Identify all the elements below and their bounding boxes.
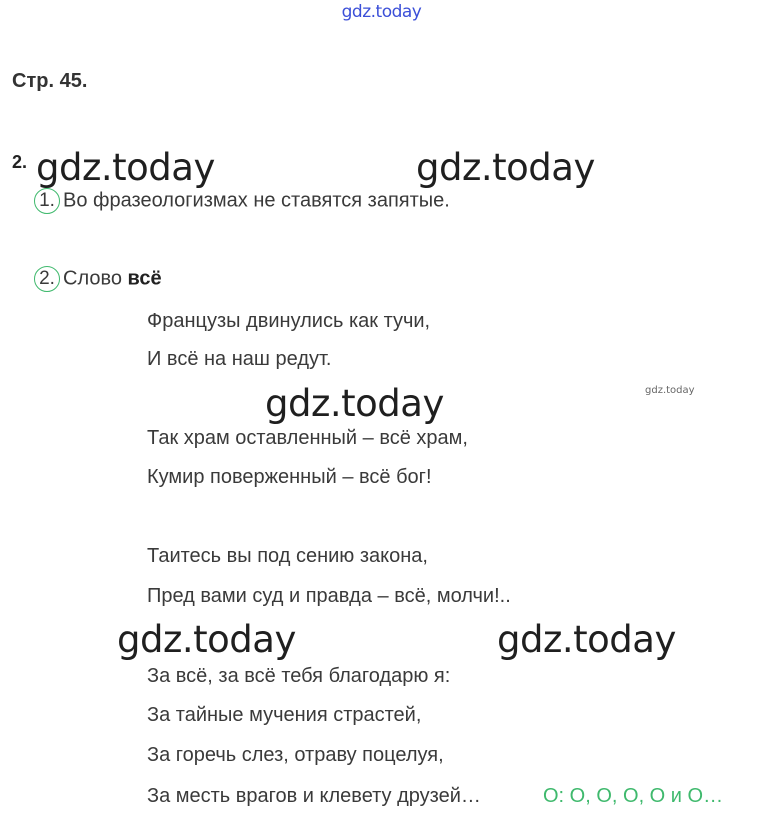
item-text: Слово <box>63 267 128 290</box>
highlighted-word: всё <box>127 267 162 290</box>
verse-line: И всё на наш редут. <box>147 348 332 370</box>
page-title: Стр. 45. <box>12 70 88 92</box>
answer-scheme: О: О, О, О, О и О… <box>543 785 724 807</box>
watermark-large: gdz.today <box>265 382 444 425</box>
verse-line: Так храм оставленный – всё храм, <box>147 427 468 449</box>
task-number: 2. <box>12 152 28 172</box>
item-number-circle: 1. <box>34 188 60 214</box>
watermark-small: gdz.today <box>645 385 695 396</box>
verse-line: За месть врагов и клевету друзей… <box>147 785 481 807</box>
list-item-2 <box>34 266 162 292</box>
watermark-large: gdz.today <box>497 618 676 661</box>
verse-line: Пред вами суд и правда – всё, молчи!.. <box>147 585 511 607</box>
watermark-large: gdz.today <box>117 618 296 661</box>
watermark-large: gdz.today <box>416 146 595 189</box>
watermark-large: gdz.today <box>36 146 215 189</box>
item-number-circle: 2. <box>34 266 60 292</box>
item-text: Во фразеологизмах не ставятся запятые. <box>63 189 450 212</box>
verse-line: За тайные мучения страстей, <box>147 704 422 726</box>
watermark-top: gdz.today <box>341 2 422 22</box>
verse-line: За всё, за всё тебя благодарю я: <box>147 665 451 687</box>
verse-line: Кумир поверженный – всё бог! <box>147 466 432 488</box>
verse-line: За горечь слез, отраву поцелуя, <box>147 744 444 766</box>
verse-line: Французы двинулись как тучи, <box>147 310 431 332</box>
list-item-1 <box>34 188 450 214</box>
verse-line: Таитесь вы под сению закона, <box>147 545 428 567</box>
